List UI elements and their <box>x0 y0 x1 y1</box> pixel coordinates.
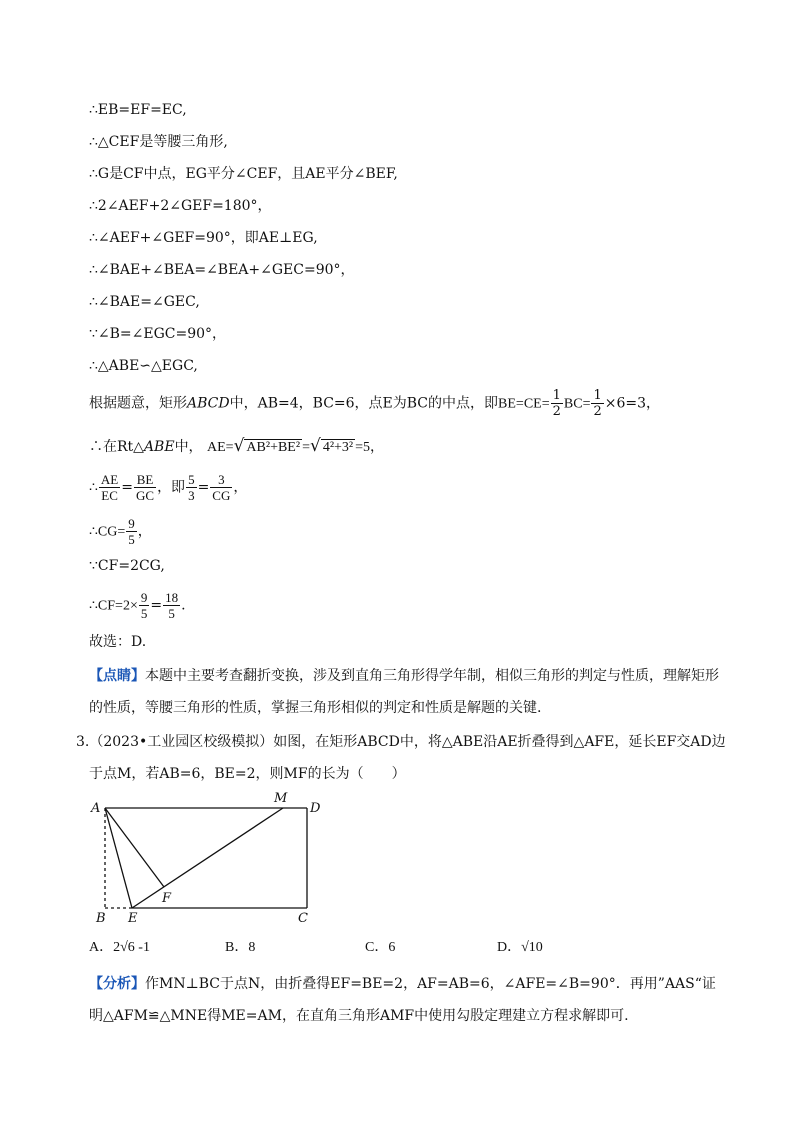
analysis-tag: 【分析】 <box>89 976 145 992</box>
answer-line: 故选：D. <box>89 634 147 650</box>
comment-tag: 【点睛】 <box>89 668 145 684</box>
solution-line: ∵∠B=∠EGC=90°， <box>89 326 227 342</box>
analysis-paragraph: 【分析】作MN⊥BC于点N，由折叠得EF=BE=2，AF=AB=6，∠AFE=∠B=90°．再用”AAS“证明△AFM≌△MNE得ME=AM，在直角三角形AMF中使用勾股定理建立方程求解即可. <box>89 976 716 1024</box>
sqrt-icon: √ <box>233 436 245 456</box>
question-line-2: 于点M，若AB=6，BE=2，则MF的长为（ ） <box>89 766 406 782</box>
option-b[interactable]: B．8 <box>225 940 256 955</box>
solution-line: ∵CF=2CG, <box>89 558 165 574</box>
solution-line: ∴G是CF中点，EG平分∠CEF，且AE平分∠BEF, <box>89 166 398 182</box>
fraction: $\frac{1}{2}$ <box>552 388 561 419</box>
radicand: 4²+3² <box>322 440 354 455</box>
fraction: $\frac{1}{2}$ <box>593 388 602 419</box>
solution-line: ∴△ABE∽△EGC, <box>89 358 198 374</box>
fraction: $\frac{BE}{GC}$ <box>136 472 155 503</box>
label-D: D <box>310 801 321 816</box>
solution-line: ∴∠AEF+∠GEF=90°，即AE⊥EG, <box>89 230 318 246</box>
segment-AF <box>105 808 164 887</box>
fraction: $\frac{AE}{EC}$ <box>100 472 119 503</box>
question-number: 3. <box>76 734 90 750</box>
solution-line: ∴∠BAE=∠GEC, <box>89 294 200 310</box>
label-M: M <box>274 791 288 806</box>
radicand: AB²+BE² <box>246 440 301 455</box>
label-E: E <box>128 911 138 926</box>
sqrt-icon: √ <box>309 436 321 456</box>
comment-paragraph: 【点睛】本题中主要考查翻折变换，涉及到直角三角形得学年制，相似三角形的判定与性质，理解矩形的性质，等腰三角形的性质，掌握三角形相似的判定和性质是解题的关键. <box>89 668 719 716</box>
label-B: B <box>96 911 106 926</box>
label-F: F <box>162 891 172 906</box>
fraction: $\frac{9}{5}$ <box>128 516 135 547</box>
solution-line-context: 根据题意，矩形ABCD中，AB=4，BC=6，点E为BC的中点，即BE=CE= $\frac{1}{2}$ BC= $\frac{1}{2}$ ×6=3， <box>89 388 661 419</box>
fraction: $\frac{5}{3}$ <box>188 472 195 503</box>
solution-line: ∴EB=EF=EC, <box>89 102 187 118</box>
question-line-1: 3.（2023•工业园区校级模拟）如图，在矩形ABCD中，将△ABE沿AE折叠得到△AFE，延长EF交AD边 <box>76 734 726 750</box>
segment-AE <box>105 808 132 908</box>
option-d[interactable]: D．√10 <box>497 940 543 955</box>
fraction: $\frac{18}{5}$ <box>165 590 179 621</box>
solution-line-cf: ∴CF=2× $\frac{9}{5}$ = $\frac{18}{5}$ . <box>89 590 186 621</box>
segment-EM <box>132 808 283 908</box>
solution-line-pythagoras: ∴在Rt△ABE中， AE=√ AB²+BE² =√ 4²+3² =5， <box>89 436 385 456</box>
label-A: A <box>91 801 101 816</box>
option-a[interactable]: A．2√6 -1 <box>89 940 150 955</box>
solution-line-cg: ∴CG= $\frac{9}{5}$ ， <box>89 516 152 547</box>
options-row <box>89 938 724 958</box>
solution-line: ∴2∠AEF+2∠GEF=180°， <box>89 198 272 214</box>
fraction: $\frac{9}{5}$ <box>140 590 148 621</box>
option-c[interactable]: C．6 <box>365 940 396 955</box>
question-source: （2023•工业园区校级模拟） <box>89 734 274 750</box>
solution-line-ratio: ∴ $\frac{AE}{EC}$ = $\frac{BE}{GC}$ ，即 $\frac{5}{3}$ = $\frac{3}{CG}$ ， <box>89 472 248 503</box>
solution-line: ∴△CEF是等腰三角形, <box>89 134 228 150</box>
label-C: C <box>298 911 308 926</box>
fraction: $\frac{3}{CG}$ <box>212 472 231 503</box>
solution-line: ∴∠BAE+∠BEA=∠BEA+∠GEC=90°， <box>89 262 355 278</box>
